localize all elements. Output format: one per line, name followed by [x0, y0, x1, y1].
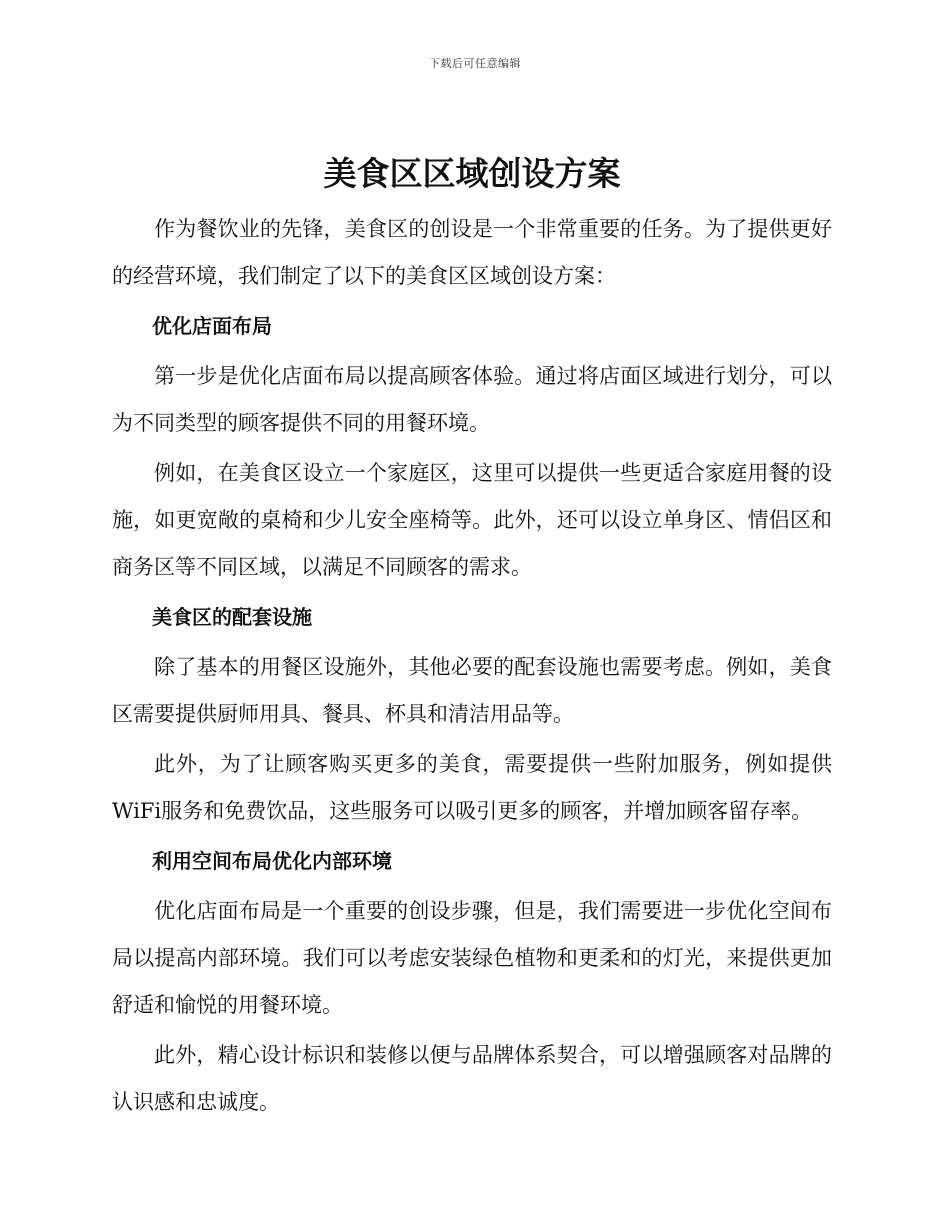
document-title: 美食区区域创设方案: [323, 154, 621, 193]
paragraph-space-2: 此外，精心设计标识和装修以便与品牌体系契合，可以增强顾客对品牌的认识感和忠诚度。: [112, 1043, 832, 1114]
paragraph-layout-1: 第一步是优化店面布局以提高顾客体验。通过将店面区域进行划分，可以为不同类型的顾客提供不同的用餐环境。: [112, 364, 832, 435]
paragraph-facilities-2: 此外，为了让顾客购买更多的美食，需要提供一些附加服务，例如提供WiFi服务和免费饮品，这些服务可以吸引更多的顾客，并增加顾客留存率。: [112, 752, 832, 823]
section-heading-space: 利用空间布局优化内部环境: [152, 849, 392, 873]
paragraph-space-1: 优化店面布局是一个重要的创设步骤，但是，我们需要进一步优化空间布局以提高内部环境。我们可以考虑安装绿色植物和更柔和的灯光，来提供更加舒适和愉悦的用餐环境。: [112, 899, 832, 1017]
paragraph-layout-2: 例如，在美食区设立一个家庭区，这里可以提供一些更适合家庭用餐的设施，如更宽敞的桌椅和少儿安全座椅等。此外，还可以设立单身区、情侣区和商务区等不同区域，以满足不同顾客的需求。: [112, 461, 832, 579]
header-note: 下载后可任意编辑: [429, 57, 521, 70]
section-heading-layout: 优化店面布局: [152, 314, 272, 338]
section-heading-facilities: 美食区的配套设施: [152, 605, 312, 629]
document-body: [112, 150, 832, 1126]
intro-paragraph: 作为餐饮业的先锋，美食区的创设是一个非常重要的任务。为了提供更好的经营环境，我们制定了以下的美食区区域创设方案：: [112, 217, 832, 288]
paragraph-facilities-1: 除了基本的用餐区设施外，其他必要的配套设施也需要考虑。例如，美食区需要提供厨师用具、餐具、杯具和清洁用品等。: [112, 655, 832, 726]
